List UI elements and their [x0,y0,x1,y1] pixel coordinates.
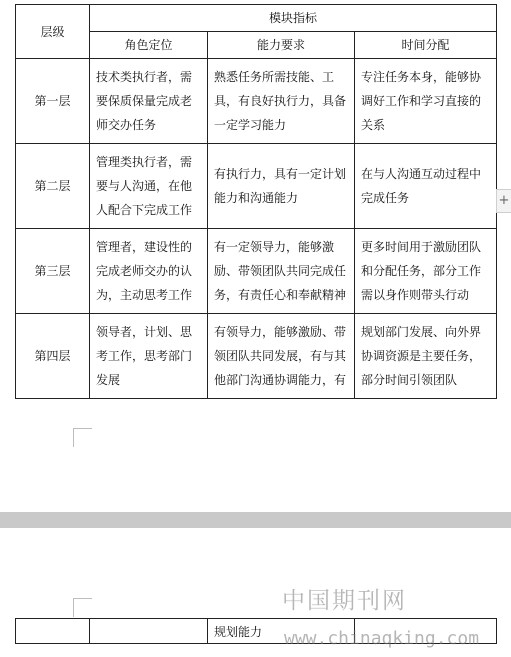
role-cell: 管理者，建设性的完成老师交办的认为，主动思考工作 [90,229,208,314]
margin-corner-mark [73,598,92,617]
watermark-url: www.chinaqking.com [284,628,480,649]
add-column-button[interactable]: + [496,189,511,213]
document-page-2 [0,528,511,657]
role-cell: 技术类执行者，需要保质保量完成老师交办任务 [90,59,208,144]
ability-cell: 熟悉任务所需技能、工具，有良好执行力，具备一定学习能力 [208,59,355,144]
table-row [16,59,497,144]
level-label: 第一层 [16,59,90,144]
level-header: 层级 [16,5,90,59]
ability-cell: 有一定领导力，能够激励、带领团队共同完成任务，有责任心和奉献精神 [208,229,355,314]
indicator-table [15,4,497,399]
level-cell [16,619,90,644]
level-label: 第三层 [16,229,90,314]
watermark-site-name: 中国期刊网 [282,588,407,614]
table-row [16,314,497,399]
ability-cell: 有执行力，具有一定计划能力和沟通能力 [208,144,355,229]
col-header-role: 角色定位 [90,32,208,59]
table-row [16,144,497,229]
ability-cell: 规划能力 [208,619,355,644]
role-cell [90,619,208,644]
time-cell: 专注任务本身，能够协调好工作和学习直接的关系 [355,59,497,144]
time-cell: 在与人沟通互动过程中完成任务 [355,144,497,229]
margin-corner-mark [73,428,92,447]
role-cell: 管理类执行者，需要与人沟通，在他人配合下完成工作 [90,144,208,229]
table-row [16,229,497,314]
level-label: 第二层 [16,144,90,229]
group-header: 模块指标 [90,5,497,32]
ability-cell: 有领导力，能够激励、带领团队共同发展，有与其他部门沟通协调能力，有 [208,314,355,399]
level-label: 第四层 [16,314,90,399]
col-header-time: 时间分配 [355,32,497,59]
time-cell: 规划部门发展、向外界协调资源是主要任务，部分时间引领团队 [355,314,497,399]
role-cell: 领导者，计划、思考工作，思考部门发展 [90,314,208,399]
page-break-gap [0,512,511,528]
time-cell: 更多时间用于激励团队和分配任务，部分工作需以身作则带头行动 [355,229,497,314]
col-header-ability: 能力要求 [208,32,355,59]
